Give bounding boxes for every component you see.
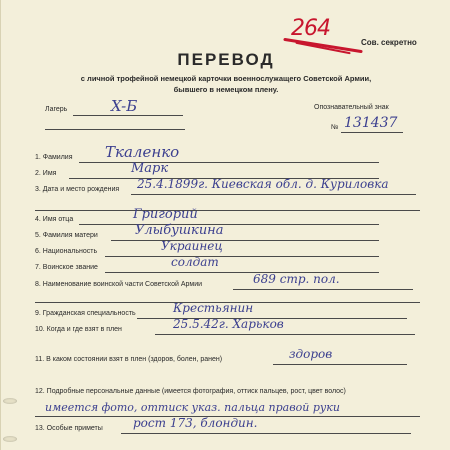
nationality-rule — [105, 256, 379, 257]
personal-data-label: 12. Подробные персональные данные (имеется фотография, оттиск пальцев, рост, цвет волос) — [35, 388, 346, 395]
camp-rule — [73, 115, 183, 116]
features-value: рост 173, блондин. — [133, 416, 258, 430]
birth-rule — [131, 194, 416, 195]
unit-rule — [233, 289, 413, 290]
birth-rule-2 — [35, 210, 420, 211]
camp-label: Лагерь — [45, 106, 68, 113]
camp-rule-2 — [45, 129, 185, 130]
condition-value: здоров — [289, 347, 333, 361]
id-mark-value: 131437 — [344, 115, 398, 131]
secrecy-label: Сов. секретно — [361, 38, 417, 47]
father-value: Григорий — [133, 207, 198, 222]
nationality-value: Украинец — [161, 239, 223, 253]
nationality-label: 6. Национальность — [35, 248, 98, 255]
mother-surname-label: 5. Фамилия матери — [35, 232, 98, 239]
captured-label: 10. Когда и где взят в плен — [35, 326, 122, 333]
captured-rule — [155, 334, 415, 335]
rank-value: солдат — [171, 255, 219, 269]
binder-hole — [3, 398, 17, 404]
id-mark-label: Опознавательный знак — [314, 104, 389, 111]
binder-hole — [3, 436, 17, 442]
profession-value: Крестьянин — [173, 301, 254, 315]
surname-value: Ткаленко — [105, 143, 180, 161]
condition-rule — [273, 364, 407, 365]
surname-rule — [79, 162, 379, 163]
id-mark-rule — [341, 132, 403, 133]
camp-value: X-Б — [111, 97, 138, 115]
id-mark-prefix: № — [331, 124, 339, 131]
features-label: 13. Особые приметы — [35, 425, 103, 432]
subtitle-line-2: бывшего в немецком плену. — [173, 85, 279, 94]
document-title: ПЕРЕВОД — [177, 50, 275, 69]
personal-data-value: имеется фото, оттиск указ. пальца правой руки — [45, 401, 340, 414]
birth-label: 3. Дата и место рождения — [35, 186, 120, 193]
birth-value: 25.4.1899г. Киевская обл. д. Куриловка — [137, 177, 389, 191]
features-rule — [121, 433, 411, 434]
mother-surname-value: Улыбушкина — [135, 223, 224, 238]
name-label: 2. Имя — [35, 170, 57, 177]
captured-value: 25.5.42г. Харьков — [173, 317, 284, 331]
condition-label: 11. В каком состоянии взят в плен (здоров, болен, ранен) — [35, 356, 223, 363]
unit-value: 689 стр. пол. — [253, 272, 340, 286]
rank-label: 7. Воинское звание — [35, 264, 98, 271]
name-value: Марк — [131, 161, 169, 176]
surname-label: 1. Фамилия — [35, 154, 73, 161]
father-label: 4. Имя отца — [35, 216, 74, 223]
unit-label: 8. Наименование воинской части Советской Армии — [35, 281, 203, 288]
subtitle-line-1: с личной трофейной немецкой карточки военнослужащего Советской Армии, — [80, 74, 372, 83]
red-stamp-number: 264 — [291, 16, 330, 41]
father-rule — [79, 224, 379, 225]
profession-label: 9. Гражданская специальность — [35, 310, 136, 317]
mother-surname-rule — [111, 240, 379, 241]
